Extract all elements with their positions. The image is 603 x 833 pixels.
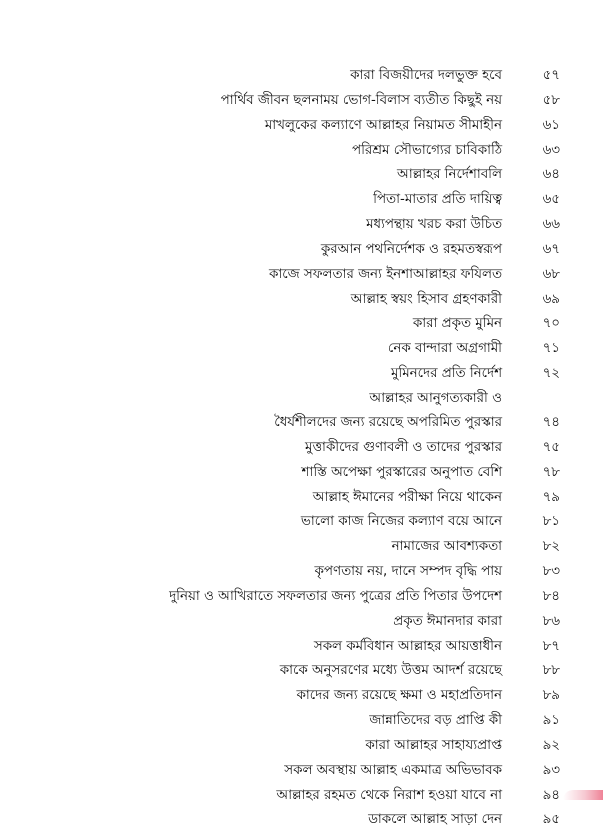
toc-entry-page-number: ৭২: [542, 366, 560, 382]
toc-entry-title: [274, 387, 502, 435]
toc-entry-title: জান্নাতিদের বড় প্রাপ্তি কী: [369, 713, 502, 729]
toc-entry-page-number: ৯৪: [542, 787, 560, 803]
toc-entry: [40, 510, 560, 534]
toc-entry-title: কাকে অনুসরণের মধ্যে উত্তম আদর্শ রয়েছে: [279, 663, 502, 679]
toc-entry-title: কুরআন পথনির্দেশক ও রহমতস্বরূপ: [320, 241, 502, 257]
toc-entry-title: প্রকৃত ঈমানদার কারা: [393, 613, 502, 629]
toc-entry: [40, 461, 560, 485]
toc-entry-title: আল্লাহর নির্দেশাবলি: [397, 167, 502, 183]
toc-entry: [40, 163, 560, 187]
toc-entry: [40, 759, 560, 783]
toc-entry-title: কাদের জন্য রয়েছে ক্ষমা ও মহাপ্রতিদান: [296, 688, 502, 704]
toc-entry-title: কারা প্রকৃত মুমিন: [412, 316, 502, 332]
toc-entry-page-number: ৯২: [542, 737, 560, 753]
toc-entry-title: দুনিয়া ও আখিরাতে সফলতার জন্য পুত্রের প্রতি পিতার উপদেশ: [169, 588, 502, 604]
toc-entry-page-number: ৭৮: [542, 464, 560, 480]
toc-entry-page-number: ৮৩: [542, 564, 560, 580]
toc-entry-page-number: ৭১: [542, 341, 560, 357]
toc-entry: [40, 238, 560, 262]
toc-entry-title: শাস্তি অপেক্ষা পুরস্কারের অনুপাত বেশি: [301, 464, 502, 480]
toc-entry-page-number: ৬৮: [542, 266, 560, 282]
toc-entry-title: আল্লাহ ঈমানের পরীক্ষা নিয়ে থাকেন: [312, 489, 502, 505]
toc-entry-page-number: ৭৯: [542, 489, 560, 505]
toc-entry: [40, 486, 560, 510]
toc-entry-page-number: ৮৬: [542, 613, 560, 629]
toc-entry-title: মধ্যপন্থায় খরচ করা উচিত: [366, 217, 502, 233]
toc-entry-page-number: ৭৪: [542, 414, 560, 430]
toc-entry: [40, 89, 560, 113]
toc-entry: [40, 734, 560, 758]
toc-entry-page-number: ৬৪: [542, 167, 560, 183]
toc-entry-page-number: ৬১: [542, 117, 560, 133]
toc-entry-page-number: ৬৫: [542, 192, 560, 208]
toc-entry: [40, 337, 560, 361]
toc-entry-page-number: ৮৪: [542, 588, 560, 604]
toc-entry: [40, 114, 560, 138]
toc-entry-page-number: ৮৮: [542, 663, 560, 679]
toc-entry-page-number: ৯৫: [542, 812, 560, 828]
toc-entry: [40, 139, 560, 163]
toc-entry-title: মুত্তাকীদের গুণাবলী ও তাদের পুরস্কার: [305, 439, 502, 455]
corner-accent: [563, 790, 603, 800]
toc-entry-title: নেক বান্দারা অগ্রগামী: [387, 341, 502, 357]
toc-entry: [40, 436, 560, 460]
toc-entry: [40, 560, 560, 584]
toc-entry: [40, 709, 560, 733]
table-of-contents: [40, 64, 560, 833]
toc-entry-title: কাজে সফলতার জন্য ইনশাআল্লাহর ফযিলত: [269, 266, 502, 282]
toc-entry-page-number: ৯১: [542, 713, 560, 729]
toc-entry-title: কৃপণতায় নয়, দানে সম্পদ বৃদ্ধি পায়: [314, 564, 502, 580]
toc-entry-page-number: ৭৫: [542, 439, 560, 455]
toc-entry-title: পরিশ্রম সৌভাগ্যের চাবিকাঠি: [352, 142, 502, 158]
toc-entry-title: কারা বিজয়ীদের দলভুক্ত হবে: [350, 68, 502, 83]
toc-entry-title: সকল অবস্থায় আল্লাহ একমাত্র অভিভাবক: [284, 762, 502, 778]
toc-entry-page-number: ৯৩: [542, 762, 560, 778]
toc-entry-title: নামাজের আবশ্যকতা: [391, 539, 502, 555]
toc-entry-title: আল্লাহর রহমত থেকে নিরাশ হওয়া যাবে না: [276, 787, 502, 803]
toc-entry-title: আল্লাহ স্বয়ং হিসাব গ্রহণকারী: [350, 291, 502, 307]
toc-entry-page-number: ৮৭: [542, 638, 560, 654]
toc-entry: [40, 585, 560, 609]
toc-entry-page-number: ৮১: [542, 514, 560, 530]
toc-entry: [40, 784, 560, 808]
toc-entry-title: মাখলুকের কল্যাণে আল্লাহর নিয়ামত সীমাহীন: [264, 117, 502, 133]
toc-entry-title: ভালো কাজ নিজের কল্যাণ বয়ে আনে: [300, 514, 502, 530]
toc-entry-page-number: ৬৭: [542, 241, 560, 257]
toc-entry-page-number: ৬৬: [542, 217, 560, 233]
toc-entry-title: ডাকলে আল্লাহ সাড়া দেন: [368, 812, 502, 828]
toc-entry: [40, 263, 560, 287]
toc-entry-title: পিতা-মাতার প্রতি দায়িত্ব: [373, 192, 502, 208]
toc-entry-page-number: ৮২: [542, 539, 560, 555]
toc-entry-title: কারা আল্লাহর সাহায্যপ্রাপ্ত: [365, 737, 502, 753]
toc-entry-title-line: ধৈর্যশীলদের জন্য রয়েছে অপরিমিত পুরস্কার: [274, 414, 502, 430]
toc-entry: [40, 64, 560, 88]
toc-entry-page-number: ৭০: [542, 316, 560, 332]
toc-entry-page-number: ৫৭: [542, 68, 560, 83]
toc-entry: [40, 635, 560, 659]
toc-entry-title-line: আল্লাহর আনুগত্যকারী ও: [369, 390, 502, 406]
toc-entry: [40, 213, 560, 237]
toc-entry: [40, 312, 560, 336]
toc-entry-page-number: ৮৯: [542, 688, 560, 704]
toc-entry: [40, 535, 560, 559]
toc-entry-title: সকল কর্মবিধান আল্লাহর আয়ত্তাধীন: [313, 638, 502, 654]
toc-entry: [40, 288, 560, 312]
toc-entry: [40, 808, 560, 832]
toc-entry-page-number: ৬৩: [542, 142, 560, 158]
toc-entry: [40, 659, 560, 683]
toc-entry-page-number: ৫৮: [542, 92, 560, 108]
toc-entry-title: পার্থিব জীবন ছলনাময় ভোগ-বিলাস ব্যতীত কিছুই নয়: [220, 92, 502, 108]
toc-entry: [40, 610, 560, 634]
toc-entry: [40, 387, 560, 435]
toc-entry: [40, 684, 560, 708]
toc-entry-page-number: ৬৯: [542, 291, 560, 307]
toc-entry: [40, 362, 560, 386]
toc-entry: [40, 188, 560, 212]
toc-entry-title: মুমিনদের প্রতি নির্দেশ: [390, 366, 502, 382]
